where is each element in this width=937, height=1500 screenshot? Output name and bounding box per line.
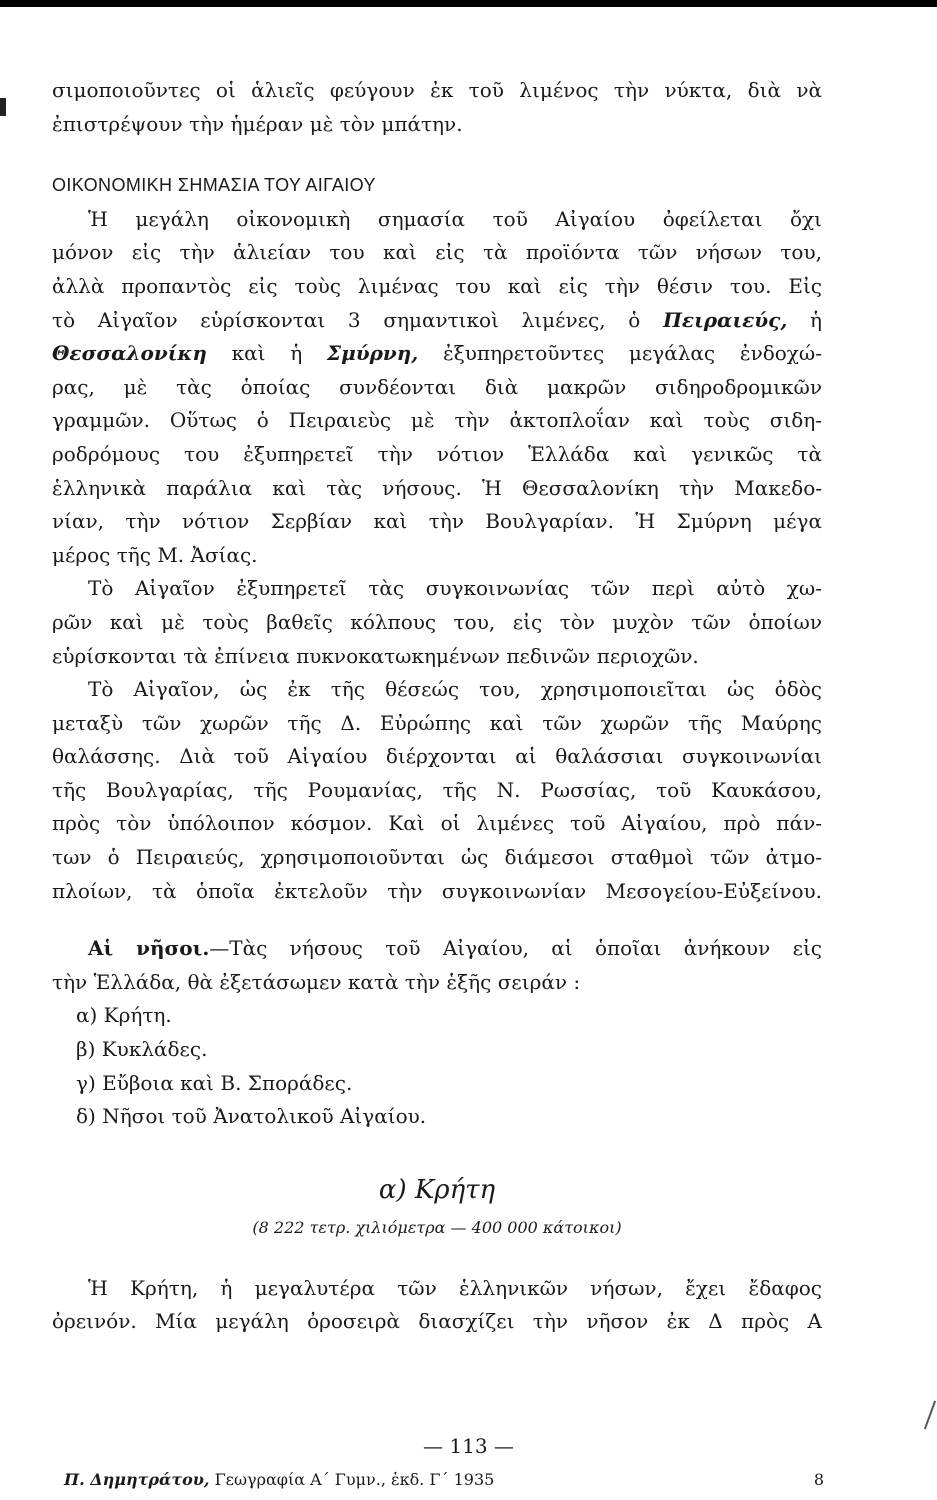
text-line: ρῶν καὶ μὲ τοὺς βαθεῖς κόλπους του, εἰς τὸν μυχὸν τῶν ὁποίων (52, 609, 822, 634)
list-item: α) Κρήτη. (76, 1003, 172, 1028)
text-line: γραμμῶν. Οὕτως ὁ Πειραιεὺς μὲ τὴν ἀκτοπλοΐαν καὶ τοὺς σιδη- (52, 408, 822, 433)
text-line: Ἡ Κρήτη, ἡ μεγαλυτέρα τῶν ἑλληνικῶν νήσων, ἔχει ἔδαφος (88, 1275, 822, 1300)
text-line: τὴν Ἑλλάδα, θὰ ἐξετάσωμεν κατὰ τὴν ἑξῆς σειράν : (52, 969, 581, 994)
text-line (52, 932, 822, 966)
page-number: — 113 — (423, 1434, 514, 1458)
text-line: ἀλλὰ προπαντὸς εἰς τοὺς λιμένας του καὶ εἰς τὴν θέσιν του. Εἰς (52, 273, 822, 298)
emphasis-smyrna: Σμύρνη, (326, 341, 419, 366)
text-line: των ὁ Πειραιεύς, χρησιμοποιοῦνται ὡς διάμεσοι σταθμοὶ τῶν ἀτμο- (52, 845, 822, 870)
footer-signature: 8 (813, 1470, 824, 1489)
crete-subtitle: (8 222 τετρ. χιλιόμετρα — 400 000 κάτοικοι) (252, 1217, 622, 1237)
text-line (52, 304, 822, 338)
emphasis-thessaloniki: Θεσσαλονίκη (52, 341, 207, 366)
list-item: β) Κυκλάδες. (76, 1037, 208, 1062)
text-line: μεταξὺ τῶν χωρῶν τῆς Δ. Εὐρώπης καὶ τῶν χωρῶν τῆς Μαύρης (52, 710, 822, 735)
text-line: μέρος τῆς Μ. Ἀσίας. (52, 542, 258, 567)
text-line: νίαν, τὴν νότιον Σερβίαν καὶ τὴν Βουλγαρίαν. Ἡ Σμύρνη μέγα (52, 509, 822, 534)
text-line: μόνον εἰς τὴν ἁλιείαν του καὶ εἰς τὰ προϊόντα τῶν νήσων του, (52, 240, 822, 265)
text-run: ἡ (787, 307, 822, 332)
text-line (52, 337, 822, 371)
text-line: ἐπιστρέψουν τὴν ἡμέραν μὲ τὸν μπάτην. (52, 111, 463, 136)
text-run: καὶ ἡ (206, 341, 327, 366)
scan-margin-mark (924, 1401, 936, 1430)
islands-list (76, 999, 822, 1133)
scan-top-edge (0, 0, 937, 7)
text-line: εὑρίσκονται τὰ ἐπίνεια πυκνοκατωκημένων πεδινῶν περιοχῶν. (52, 643, 699, 668)
list-item: δ) Νῆσοι τοῦ Ἀνατολικοῦ Αἰγαίου. (76, 1104, 427, 1129)
text-line: ὀρεινόν. Μία μεγάλη ὀροσειρὰ διασχίζει τὴν νῆσον ἐκ Δ πρὸς Α (52, 1309, 822, 1334)
list-item: γ) Εὔβοια καὶ Β. Σποράδες. (76, 1070, 353, 1095)
scan-margin-mark (0, 98, 6, 116)
footer-citation (64, 1470, 494, 1489)
crete-title: α) Κρήτη (378, 1174, 496, 1205)
footer-book: Γεωγραφία Α΄ Γυμν., ἐκδ. Γ΄ 1935 (209, 1470, 495, 1489)
text-run: ἐξυπηρετοῦντες μεγάλας ἐνδοχώ- (418, 341, 822, 366)
text-line: ροδρόμους του ἐξυπηρετεῖ τὴν νότιον Ἑλλάδα καὶ γενικῶς τὰ (52, 441, 822, 466)
text-run: τὸ Αἰγαῖον εὑρίσκονται 3 σημαντικοὶ λιμένες, ὁ (52, 307, 664, 332)
text-line: θαλάσσης. Διὰ τοῦ Αἰγαίου διέρχονται αἱ θαλάσσιαι συγκοινωνίαι (52, 744, 822, 769)
text-line: σιμοποιοῦντες οἱ ἁλιεῖς φεύγουν ἐκ τοῦ λιμένος τὴν νύκτα, διὰ νὰ (52, 78, 822, 102)
page-footer (64, 1470, 824, 1489)
text-line: ρας, μὲ τὰς ὁποίας συνδέονται διὰ μακρῶν σιδηροδρομικῶν (52, 374, 822, 399)
text-line: πρὸς τὸν ὑπόλοιπον κόσμον. Καὶ οἱ λιμένες τοῦ Αἰγαίου, πρὸ πάν- (52, 811, 822, 836)
emphasis-piraeus: Πειραιεύς, (663, 307, 788, 332)
page-body (52, 74, 822, 1339)
text-line: ἑλληνικὰ παράλια καὶ τὰς νήσους. Ἡ Θεσσαλονίκη τὴν Μακεδο- (52, 475, 822, 500)
text-line: Τὸ Αἰγαῖον ἐξυπηρετεῖ τὰς συγκοινωνίας τῶν περὶ αὐτὸ χω- (88, 576, 822, 601)
text-line: Ἡ μεγάλη οἰκονομικὴ σημασία τοῦ Αἰγαίου ὀφείλεται ὄχι (88, 206, 822, 231)
text-line: Τὸ Αἰγαῖον, ὡς ἐκ τῆς θέσεώς του, χρησιμοποιεῖται ὡς ὁδὸς (88, 677, 822, 702)
section-heading: ΟΙΚΟΝΟΜΙΚΗ ΣΗΜΑΣΙΑ ΤΟΥ ΑΙΓΑΙΟΥ (52, 175, 376, 196)
footer-author: Π. Δημητράτου, (64, 1470, 210, 1489)
text-line: τῆς Βουλγαρίας, τῆς Ρουμανίας, τῆς Ν. Ρωσσίας, τοῦ Καυκάσου, (52, 777, 822, 802)
text-line: πλοίων, τὰ ὁποῖα ἐκτελοῦν τὴν συγκοινωνίαν Μεσογείου-Εὐξείνου. (52, 878, 822, 903)
text-run: —Τὰς νήσους τοῦ Αἰγαίου, αἱ ὁποῖαι ἀνήκουν εἰς (209, 936, 822, 961)
islands-subheading: Αἱ νῆσοι. (88, 936, 210, 961)
